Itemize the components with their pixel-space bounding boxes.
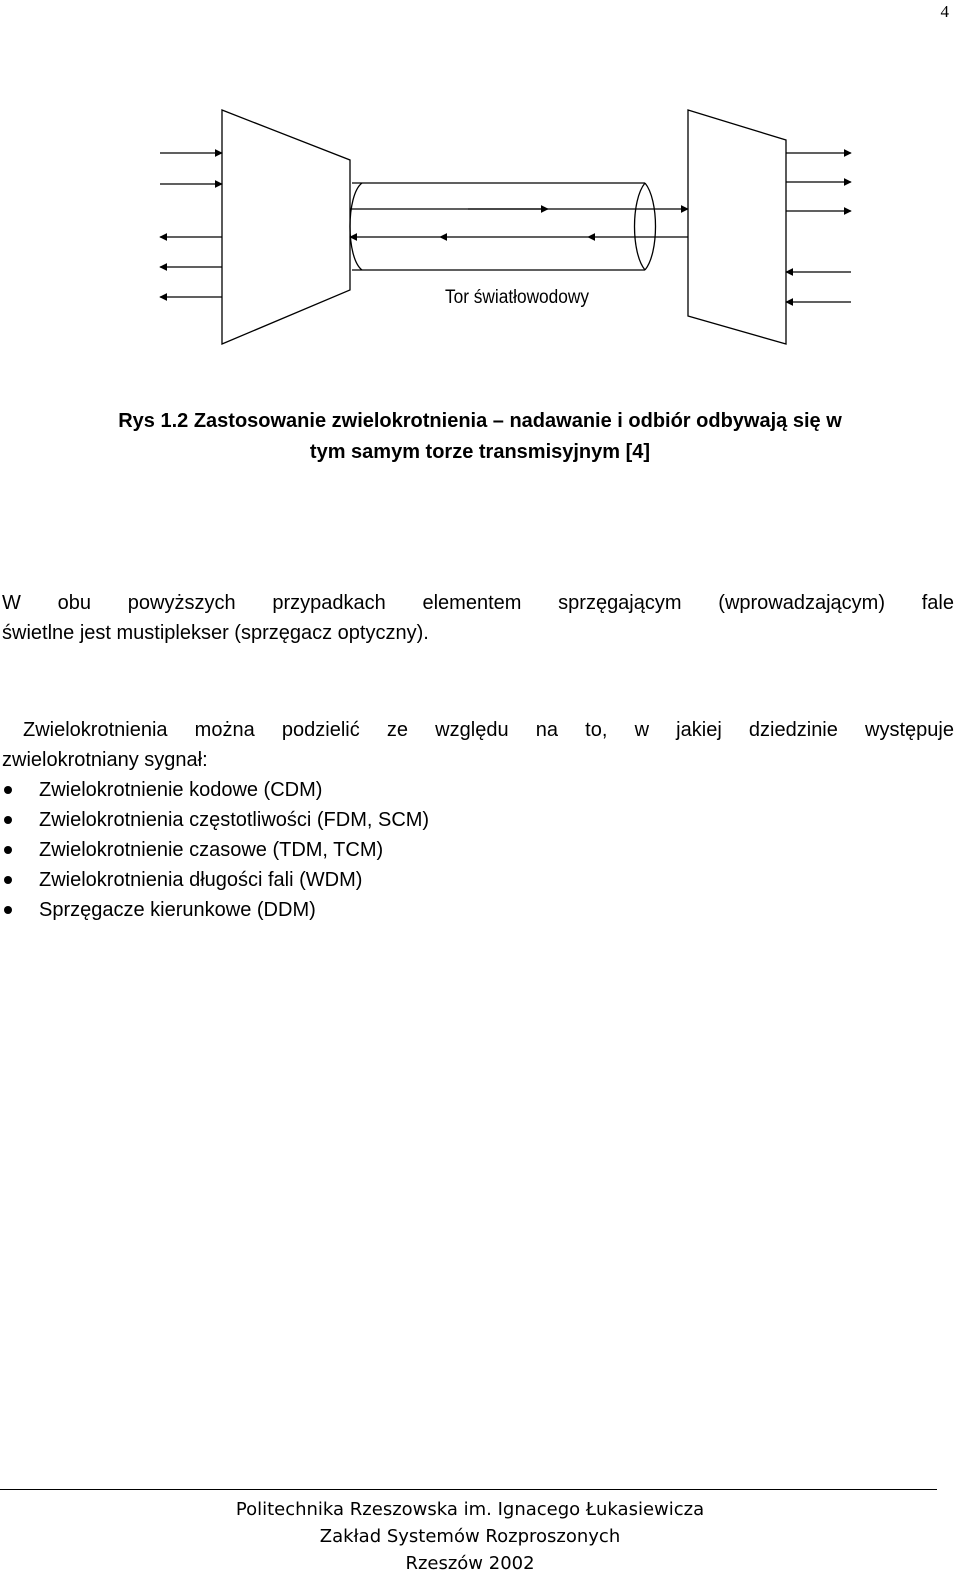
list-item	[0, 775, 429, 805]
caption-line-2: tym samym torze transmisyjnym [4]	[309, 441, 651, 463]
left-multiplexer	[222, 110, 350, 344]
footer-line-2: Zakład Systemów Rozproszonych	[319, 1526, 621, 1547]
footer-line-1: Politechnika Rzeszowska im. Ignacego Łukasiewicza	[235, 1499, 705, 1520]
bullet-icon	[4, 876, 12, 884]
paragraph-1-line-2: świetlne jest mustiplekser (sprzęgacz optyczny).	[2, 622, 429, 644]
multiplexing-types-list	[0, 775, 429, 925]
footer-line-3: Rzeszów 2002	[405, 1553, 535, 1574]
right-demultiplexer	[688, 110, 786, 344]
list-item-text: Sprzęgacze kierunkowe (DDM)	[39, 899, 316, 921]
caption-line-1: Rys 1.2 Zastosowanie zwielokrotnienia – nadawanie i odbiór odbywają się w	[118, 410, 842, 432]
footer-divider	[0, 1489, 937, 1490]
paragraph-coupler	[2, 588, 954, 648]
paragraph-2-line-1: Zwielokrotnienia można podzielić ze względu na to, w jakiej dziedzinie występuje	[23, 719, 954, 741]
bullet-icon	[4, 846, 12, 854]
bullet-icon	[4, 816, 12, 824]
list-item-text: Zwielokrotnienie czasowe (TDM, TCM)	[39, 839, 384, 861]
list-item-text: Zwielokrotnienia długości fali (WDM)	[39, 869, 363, 891]
fiber-right-cap-outer	[645, 183, 656, 270]
fiber-right-cap-inner	[635, 183, 646, 270]
fiber-label: Tor światłowodowy	[445, 287, 590, 308]
bullet-icon	[4, 906, 12, 914]
paragraph-2-line-2: zwielokrotniany sygnał:	[2, 749, 208, 771]
paragraph-1-line-1: W obu powyższych przypadkach elementem sprzęgającym (wprowadzającym) fale	[2, 592, 954, 614]
bullet-icon	[4, 786, 12, 794]
figure-caption	[0, 406, 960, 468]
multiplexing-diagram	[0, 0, 960, 360]
list-item	[0, 835, 429, 865]
list-item-text: Zwielokrotnienie kodowe (CDM)	[39, 779, 323, 801]
page-footer	[0, 1496, 940, 1577]
paragraph-multiplexing-types	[2, 715, 954, 775]
page-number: 4	[940, 2, 949, 21]
list-item	[0, 805, 429, 835]
list-item	[0, 865, 429, 895]
list-item-text: Zwielokrotnienia częstotliwości (FDM, SCM)	[39, 809, 430, 831]
list-item	[0, 895, 429, 925]
fiber-left-cap	[350, 183, 362, 270]
